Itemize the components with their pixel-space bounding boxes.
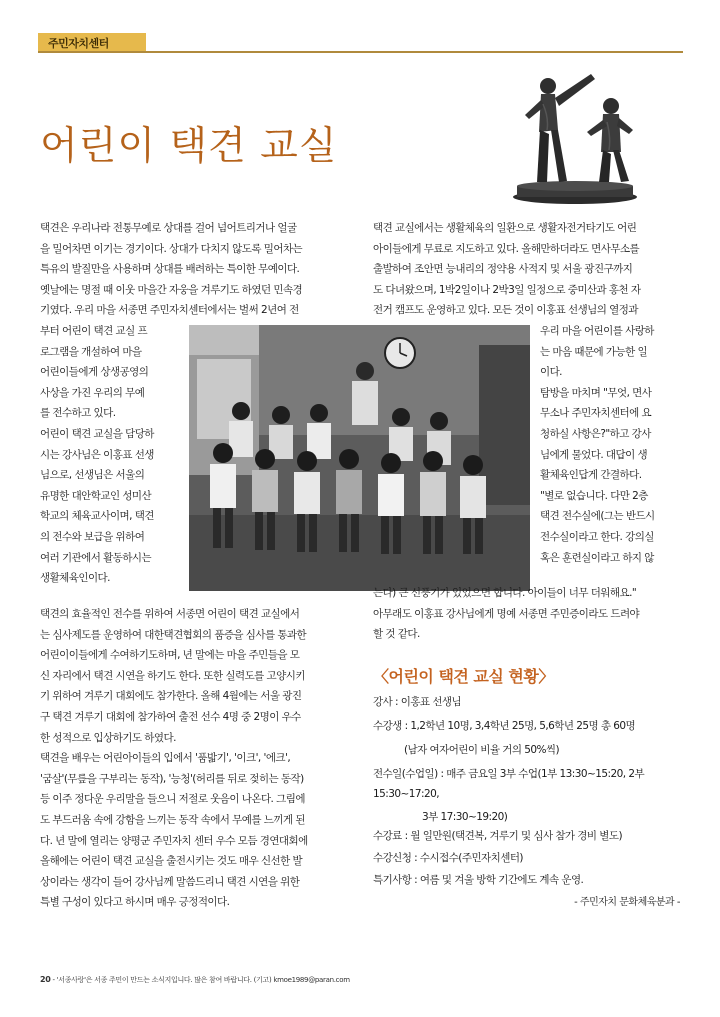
text-line: 올해에는 어린이 택견 교실을 출전시키는 것도 매우 신선한 발 <box>40 855 303 868</box>
status-students: 수강생 : 1,2학년 10명, 3,4학년 25명, 5,6학년 25명 총 60명 <box>373 720 636 732</box>
text-line: 옛날에는 명절 때 이웃 마을간 자웅을 겨루기도 하였던 민속경 <box>40 283 303 296</box>
status-students-note: (남자 여자어린이 비율 거의 50%씩) <box>404 744 560 756</box>
text-line: 상이라는 생각이 들어 강사님께 말씀드리니 택견 시연을 위한 <box>40 875 300 888</box>
text-line: 기 위하여 겨루기 대회에도 참가한다. 올해 4월에는 서울 광진 <box>40 690 302 703</box>
text-line: 님으로, 선생님은 서울의 <box>40 469 145 482</box>
text-line: 를 전수하고 있다. <box>40 407 116 420</box>
text-line: 우리 마을 어린이를 사랑하 <box>540 325 654 337</box>
text-line: 택견은 우리나라 전통무예로 상대를 걸어 넘어트리거나 얼굴 <box>40 222 297 234</box>
text-line: '굼살'(무릎을 구부리는 동작), '능청'(허리를 뒤로 젖히는 동작) <box>40 772 304 785</box>
status-schedule-line2: 15:30~17:20, <box>373 788 440 800</box>
status-instructor: 강사 : 이홍표 선생님 <box>373 696 462 708</box>
text-line: 여러 기관에서 활동하시는 <box>40 551 152 564</box>
text-line: 혹은 훈련실이라고 하지 않 <box>540 551 654 564</box>
text-line: 특유의 발질만을 사용하며 상대를 배려하는 특이한 무예이다. <box>40 263 300 276</box>
status-heading: 〈어린이 택견 교실 현황〉 <box>373 667 554 686</box>
text-line: 전거 캠프도 운영하고 있다. 모든 것이 이홍표 선생님의 열정과 <box>373 304 638 317</box>
page-footer <box>40 975 350 985</box>
status-fee: 수강료 : 월 일만원(택견복, 겨루기 및 심사 참가 경비 별도) <box>373 830 623 842</box>
text-line: 생활체육인이다. <box>40 572 110 585</box>
text-line: 어린이들에게 상생공영의 <box>40 366 149 379</box>
text-line: 청하실 사항은?"하고 강사 <box>540 428 651 440</box>
text-line: 아이들에게 무료로 지도하고 있다. 올해만하더라도 면사무소를 <box>373 242 640 255</box>
text-line: 특별 구성이 있다고 하시며 매우 긍정적이다. <box>40 896 230 909</box>
page-title: 어린이 택견 교실 <box>40 124 338 169</box>
text-line: 탐방을 마치며 "무엇, 면사 <box>540 386 652 399</box>
text-line: 무소나 주민자치센터에 요 <box>540 407 652 420</box>
text-line: 등 이주 정다운 우리말을 들으니 저절로 웃음이 나온다. 그림에 <box>40 793 305 806</box>
section-tag <box>38 33 146 51</box>
text-line: 택견을 배우는 어린아이들의 입에서 '품밟기', '이크', '에크', <box>40 752 291 765</box>
text-line: 택견 교실에서는 생활체육의 일환으로 생활자전거타기도 어린 <box>373 222 637 234</box>
text-line: 는 마음 때문에 가능한 일 <box>540 345 648 358</box>
text-line: 활체육인답게 간결하다. <box>540 469 642 482</box>
author-signature: - 주민자치 문화체육분과 - <box>574 897 680 908</box>
taekkyeon-statue-image <box>503 60 653 210</box>
text-line: 신 자리에서 택견 시연을 하기도 한다. 또한 실력도를 고양시키 <box>40 669 305 682</box>
text-line: 구 택견 겨루기 대회에 참가하여 출전 선수 4명 중 2명이 우수 <box>40 711 301 723</box>
text-line: 아무래도 이홍표 강사님에게 명예 서종면 주민증이라도 드려야 <box>373 607 640 620</box>
top-rule <box>38 51 683 53</box>
section-tag-label: 주민자치센터 <box>48 37 109 50</box>
text-line: 을 밀어차면 이기는 경기이다. 상대가 다치지 않도록 밀어차는 <box>40 242 303 255</box>
text-line: 도 부드러움 속에 강함을 느끼는 동작 속에서 무예를 느끼게 된 <box>40 814 305 826</box>
text-line: 이다. <box>540 366 562 379</box>
page-number: 20 <box>40 975 51 984</box>
footer-text: - '서종사랑'은 서종 주민이 만드는 소식지입니다. 많은 참여 바랍니다. (기고) kmoe1989@paran.com <box>52 976 350 984</box>
status-schedule-line1: 전수일(수업일) : 매주 금요일 3부 수업(1부 13:30~15:20, 2부 <box>373 768 645 780</box>
text-line: 로그램을 개설하여 마을 <box>40 345 142 358</box>
text-line: 어린이 택견 교실을 담당하 <box>40 428 154 440</box>
status-apply: 수강신청 : 수시접수(주민자치센터) <box>373 852 523 864</box>
text-line: 기였다. 우리 마을 서종면 주민자치센터에서는 벌써 2년여 전 <box>40 304 299 317</box>
text-line: 사상을 가진 우리의 무예 <box>40 386 145 399</box>
text-line: 출발하여 조안면 능내리의 정약용 사적지 및 서울 광진구까지 <box>373 263 633 276</box>
text-line: 는다) 큰 선풍기가 있었으면 합니다. 아이들이 너무 더워해요." <box>373 587 637 599</box>
text-line: 전수실이라고 한다. 강의실 <box>540 531 654 543</box>
text-line: 택견의 효율적인 전수를 위하여 서종면 어린이 택견 교실에서 <box>40 608 300 620</box>
text-line: 한 성적으로 입상하기도 하였다. <box>40 731 176 744</box>
status-notes: 특기사항 : 여름 및 겨울 방학 기간에도 계속 운영. <box>373 874 584 886</box>
text-line: 어린이이들에게 수여하기도하며, 년 말에는 마을 주민들을 모 <box>40 649 300 662</box>
text-line: 의 전수와 보급을 위하여 <box>40 531 145 543</box>
text-line: 님에게 물었다. 대답이 생 <box>540 448 648 461</box>
text-line: 다. 년 말에 열리는 양평군 주민자치 센터 우수 모듬 경연대회에 <box>40 834 308 847</box>
text-line: 도 다녀왔으며, 1박2일이나 2박3일 일정으로 중미산과 홍천 자 <box>373 283 641 296</box>
class-group-photo <box>189 325 530 591</box>
text-line: 부터 어린이 택견 교실 프 <box>40 325 148 337</box>
text-line: 할 것 같다. <box>373 628 420 641</box>
text-line: 학교의 체육교사이며, 택견 <box>40 510 154 523</box>
text-line: 는 심사제도를 운영하여 대한택견협회의 품증을 심사를 통과한 <box>40 628 307 641</box>
status-schedule-line3: 3부 17:30~19:20) <box>422 811 508 823</box>
text-line: "별로 없습니다. 다만 2층 <box>540 489 648 502</box>
text-line: 유명한 대안학교인 성미산 <box>40 489 152 502</box>
text-line: 시는 강사님은 이홍표 선생 <box>40 448 154 461</box>
text-line: 택견 전수실에(그는 반드시 <box>540 510 655 523</box>
